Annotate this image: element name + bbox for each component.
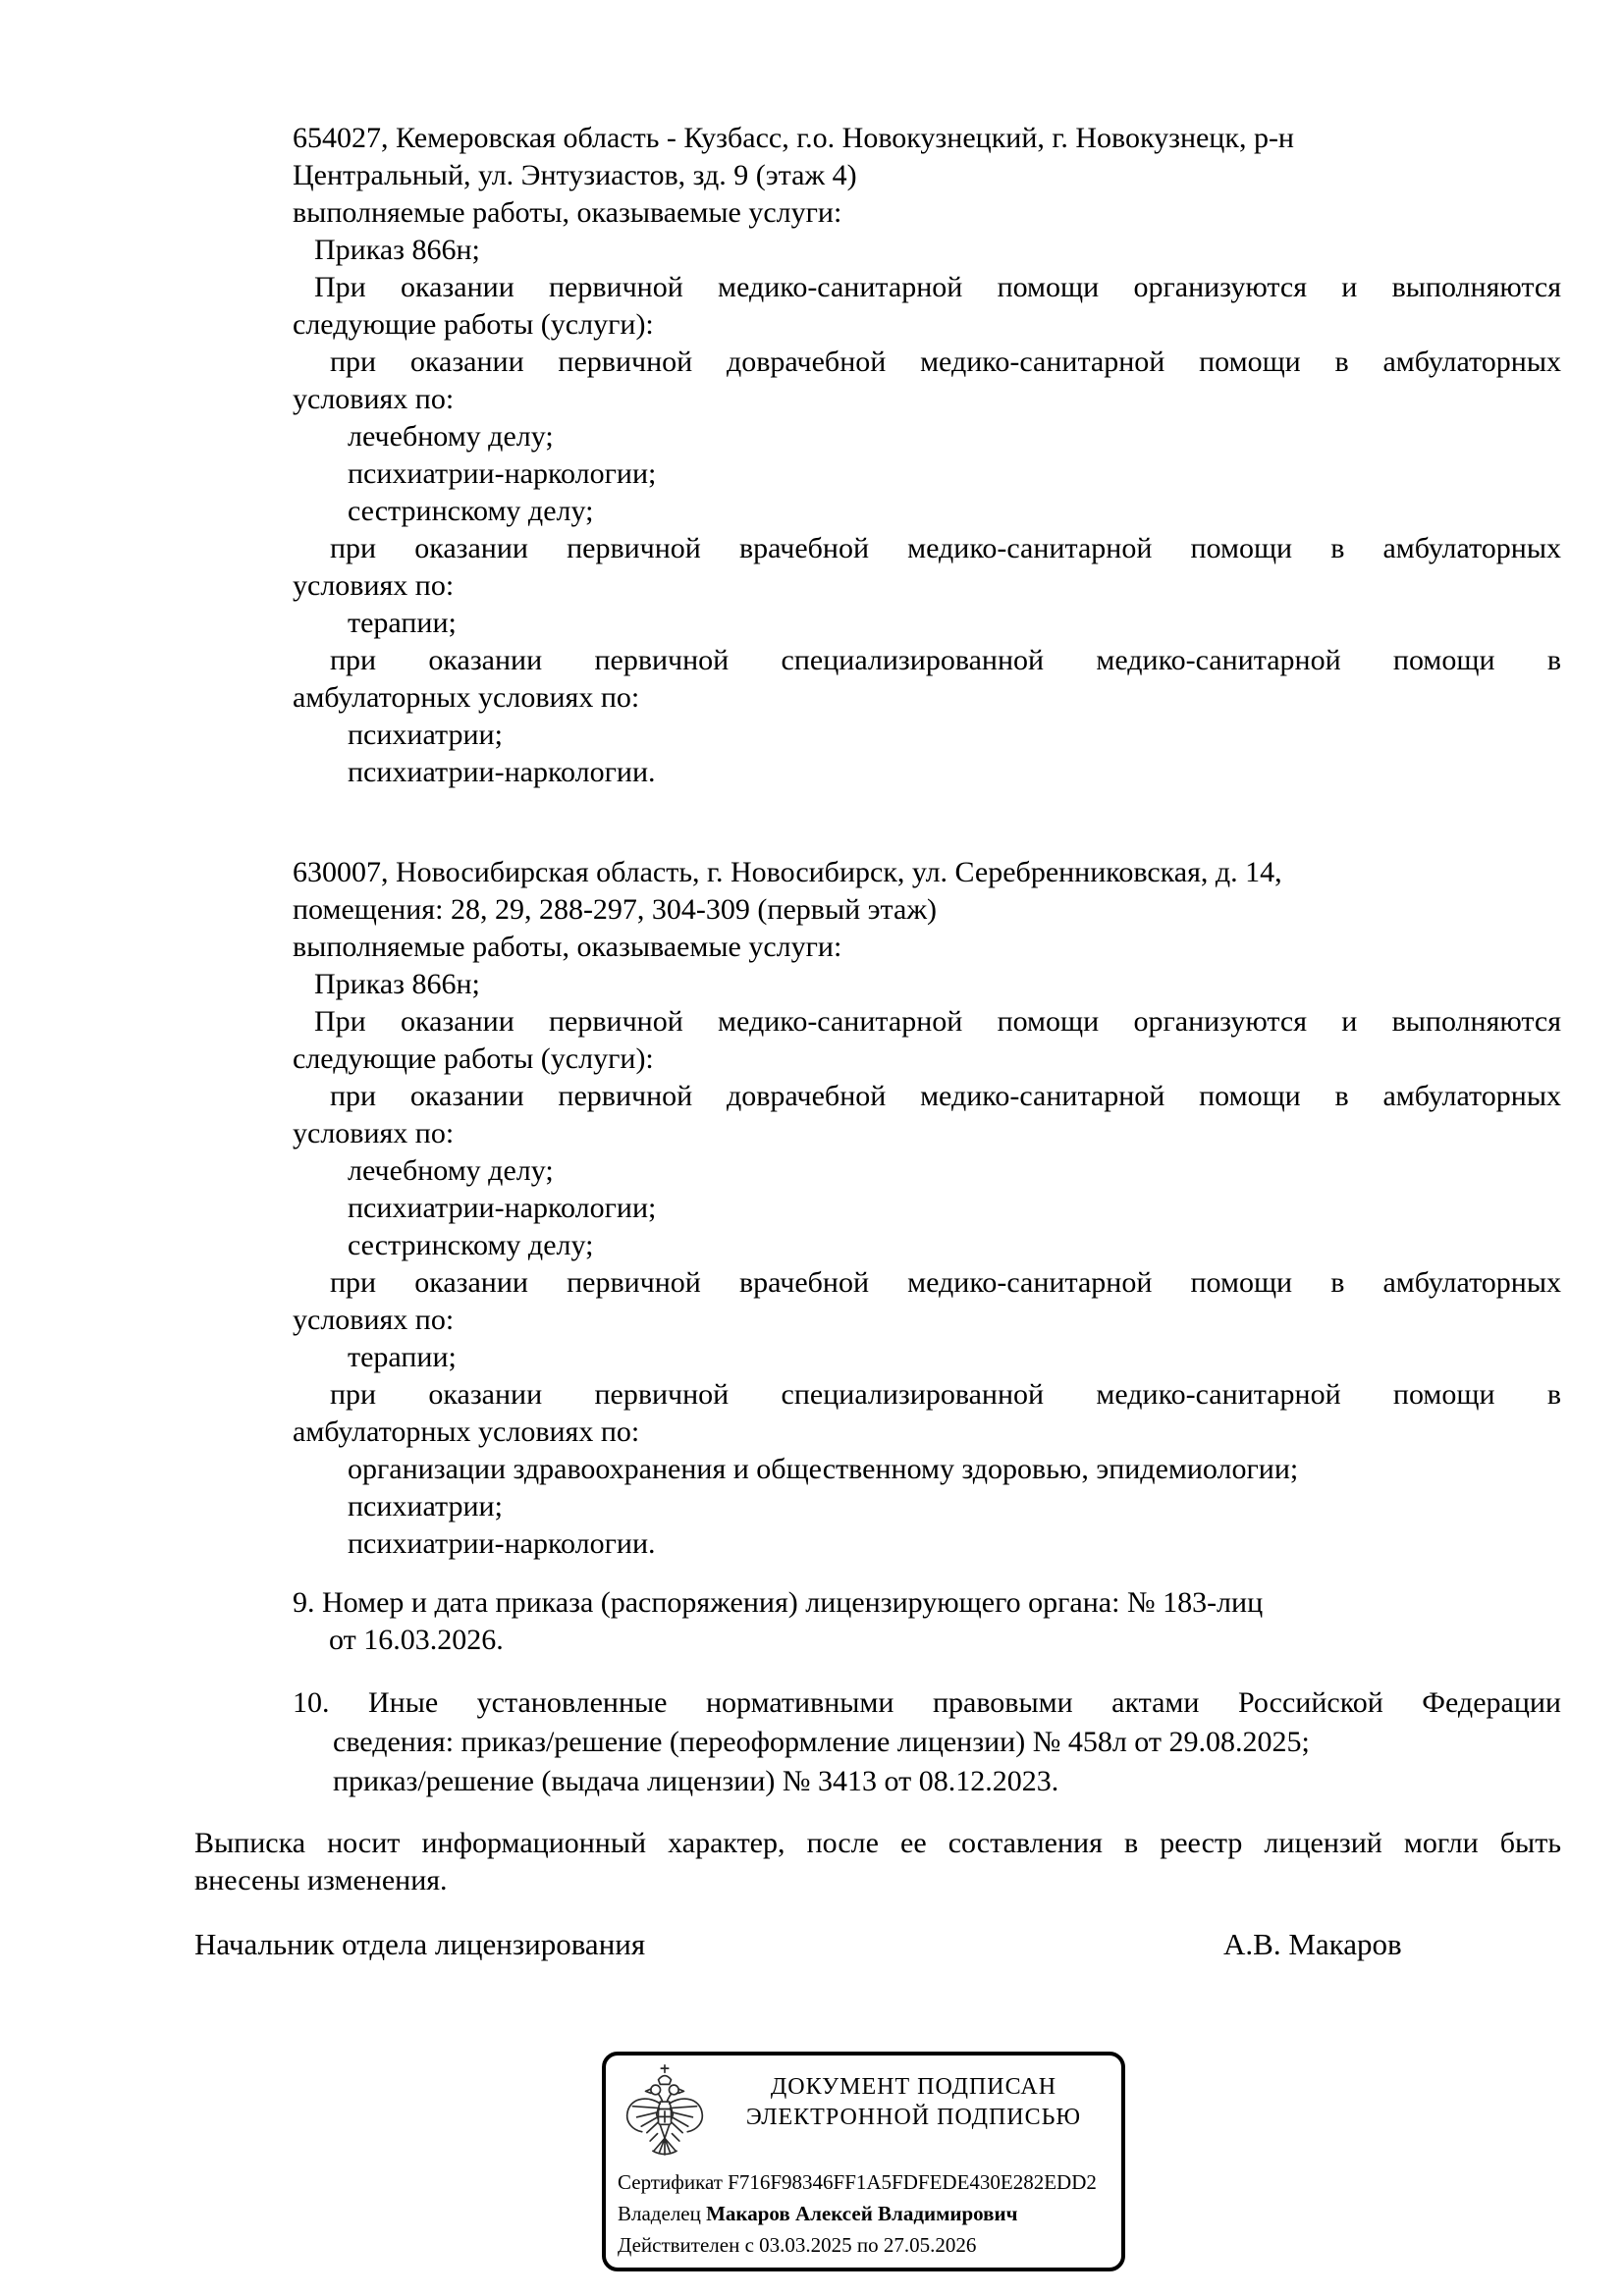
text-line: от 16.03.2026.: [329, 1624, 504, 1656]
text-line: психиатрии;: [348, 1490, 503, 1522]
text-line: лечебному делу;: [348, 420, 554, 453]
text-line: терапии;: [348, 607, 457, 639]
footer-note: [194, 1825, 1561, 1899]
address-block-2: [293, 854, 1561, 1563]
text-line: при оказании первичной врачебной медико-санитарной помощи в амбулаторных: [330, 532, 1561, 564]
text-line: при оказании первичной доврачебной медико-санитарной помощи в амбулаторных: [330, 346, 1561, 378]
text-line: следующие работы (услуги):: [293, 1042, 654, 1075]
electronic-signature-stamp: [602, 2052, 1125, 2271]
text-line: 9. Номер и дата приказа (распоряжения) лицензирующего органа: № 183-лиц: [293, 1586, 1264, 1619]
text-line: выполняемые работы, оказываемые услуги:: [293, 196, 842, 229]
text-line: терапии;: [348, 1341, 457, 1373]
text-line: психиатрии-наркологии;: [348, 1192, 657, 1224]
text-line: 630007, Новосибирская область, г. Новосибирск, ул. Серебренниковская, д. 14,: [293, 856, 1282, 888]
certificate-value: F716F98346FF1A5FDFEDE430E282EDD2: [728, 2170, 1097, 2194]
owner-label: Владелец: [618, 2202, 701, 2225]
stamp-details: [618, 2166, 1097, 2261]
text-line: условиях по:: [293, 383, 455, 415]
signature-title: Начальник отдела лицензирования: [194, 1927, 646, 1961]
text-line: Приказ 866н;: [314, 234, 480, 266]
text-line: психиатрии-наркологии;: [348, 457, 657, 490]
text-line: 654027, Кемеровская область - Кузбасс, г.о. Новокузнецкий, г. Новокузнецк, р-н: [293, 122, 1294, 154]
text-line: Выписка носит информационный характер, после ее составления в реестр лицензий могли быть: [194, 1827, 1561, 1859]
text-line: внесены изменения.: [194, 1864, 448, 1896]
owner-name: Макаров Алексей Владимирович: [706, 2202, 1018, 2225]
text-line: 10. Иные установленные нормативными правовыми актами Российской Федерации: [293, 1686, 1561, 1719]
text-line: лечебному делу;: [348, 1154, 554, 1187]
owner-line: [618, 2198, 1097, 2229]
stamp-title-line2: ЭЛЕКТРОННОЙ ПОДПИСЬЮ: [745, 2105, 1082, 2130]
text-line: Приказ 866н;: [314, 968, 480, 1000]
text-line: психиатрии-наркологии.: [348, 756, 656, 788]
text-line: сведения: приказ/решение (переоформление лицензии) № 458л от 29.08.2025;: [333, 1726, 1310, 1758]
text-line: психиатрии-наркологии.: [348, 1527, 656, 1560]
text-line: сестринскому делу;: [348, 1229, 594, 1261]
text-line: Центральный, ул. Энтузиастов, зд. 9 (этаж 4): [293, 159, 857, 191]
text-line: при оказании первичной специализированной медико-санитарной помощи в: [330, 1378, 1561, 1411]
signature-name: А.В. Макаров: [1223, 1927, 1402, 1961]
certificate-line: [618, 2166, 1097, 2198]
text-line: организации здравоохранения и общественному здоровью, эпидемиологии;: [348, 1453, 1299, 1485]
roszdravnadzor-emblem-icon: [618, 2063, 712, 2167]
text-line: сестринскому делу;: [348, 495, 594, 527]
text-line: следующие работы (услуги):: [293, 308, 654, 341]
certificate-label: Сертификат: [618, 2170, 723, 2194]
item-9-paragraph: [293, 1584, 1561, 1659]
text-line: выполняемые работы, оказываемые услуги:: [293, 931, 842, 963]
address-block-1: [293, 120, 1561, 791]
text-line: амбулаторных условиях по:: [293, 681, 640, 714]
stamp-title-line1: ДОКУМЕНТ ПОДПИСАН: [770, 2074, 1057, 2100]
text-line: при оказании первичной врачебной медико-санитарной помощи в амбулаторных: [330, 1266, 1561, 1299]
validity-line: Действителен с 03.03.2025 по 27.05.2026: [618, 2233, 977, 2257]
text-line: условиях по:: [293, 569, 455, 602]
text-line: приказ/решение (выдача лицензии) № 3413 от 08.12.2023.: [333, 1765, 1059, 1797]
text-line: условиях по:: [293, 1117, 455, 1149]
text-line: при оказании первичной доврачебной медико-санитарной помощи в амбулаторных: [330, 1080, 1561, 1112]
text-line: При оказании первичной медико-санитарной помощи организуются и выполняются: [314, 1005, 1561, 1038]
text-line: помещения: 28, 29, 288-297, 304-309 (первый этаж): [293, 893, 938, 926]
signature-row: [194, 1926, 1561, 1963]
text-line: амбулаторных условиях по:: [293, 1415, 640, 1448]
stamp-title: [714, 2072, 1113, 2133]
text-line: При оказании первичной медико-санитарной помощи организуются и выполняются: [314, 271, 1561, 303]
text-line: психиатрии;: [348, 719, 503, 751]
text-line: при оказании первичной специализированной медико-санитарной помощи в: [330, 644, 1561, 676]
item-10-paragraph: [293, 1683, 1561, 1801]
text-line: условиях по:: [293, 1304, 455, 1336]
